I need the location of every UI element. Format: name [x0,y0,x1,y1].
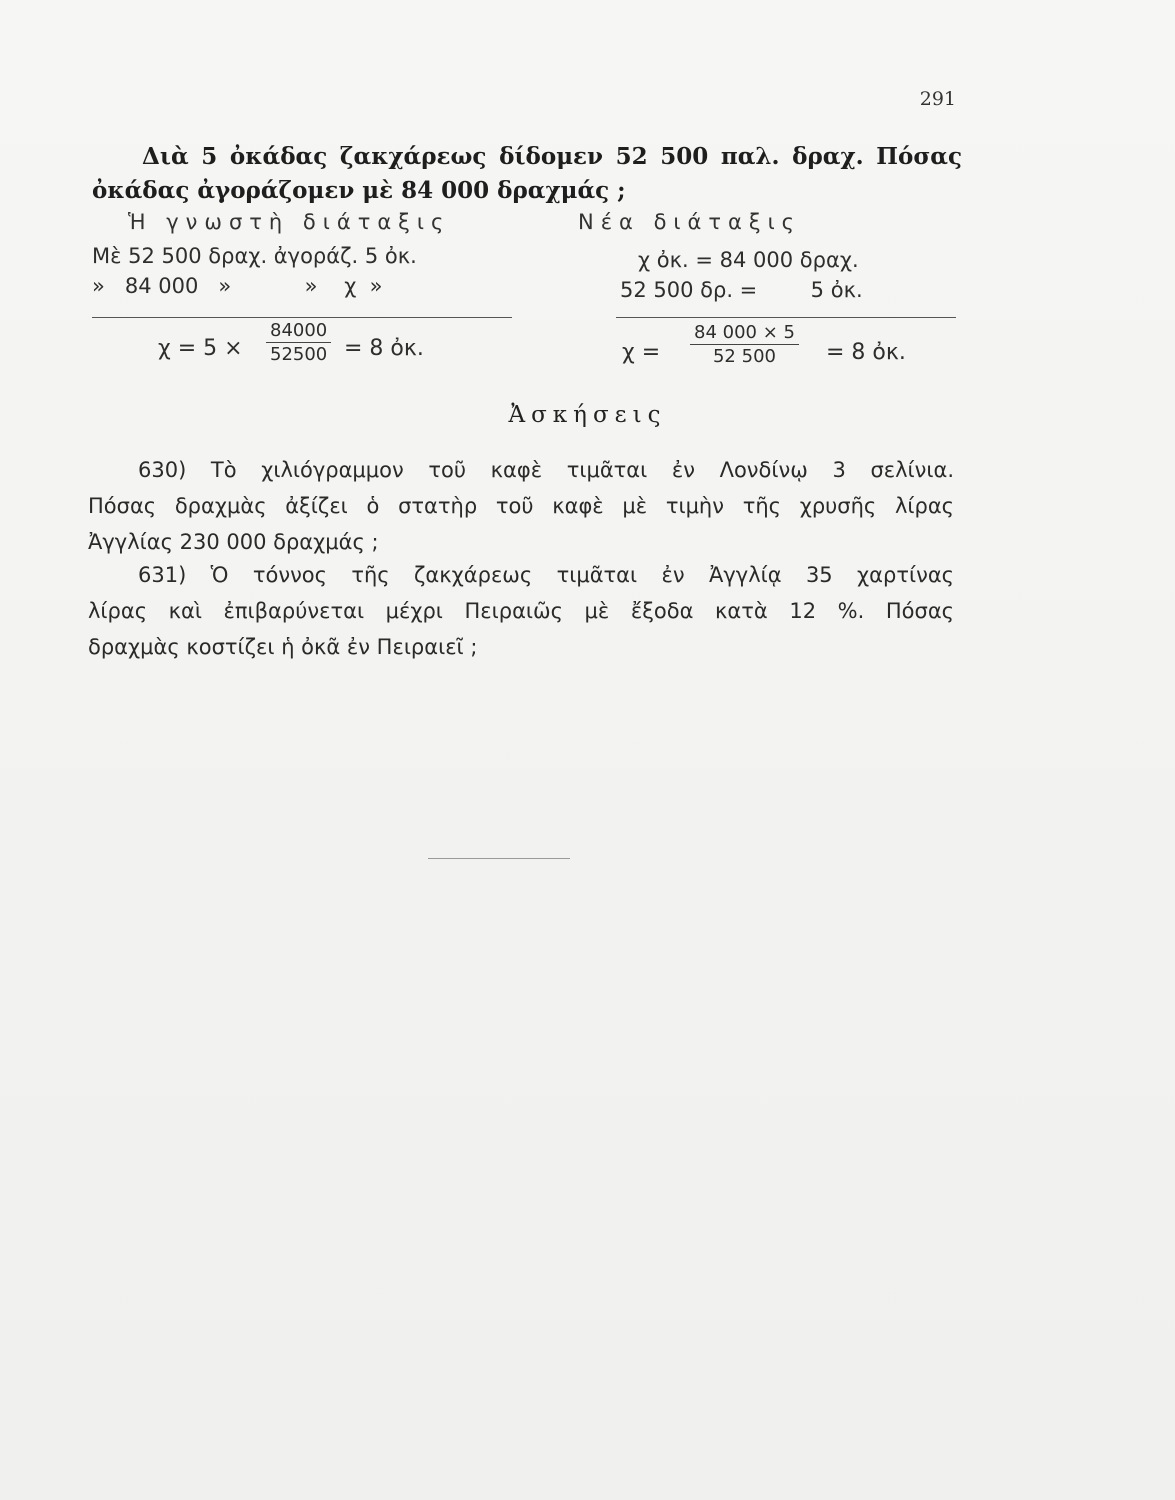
known-row-2: » 84 000 » » χ » [92,274,383,298]
new-row-1: χ ὀκ. = 84 000 δραχ. [638,248,859,272]
exercises-title: Ἀσκήσεις [508,402,667,428]
known-numerator: 84000 [270,320,328,341]
exercise-630-line-3: Ἀγγλίας 230 000 δραχμάς ; [88,530,379,554]
problem-line-1: Διὰ 5 ὀκάδας ζακχάρεως δίδομεν 52 500 παλ. δραχ. Πόσας [142,143,962,170]
known-denominator: 52500 [270,344,328,365]
known-row-1: Μὲ 52 500 δραχ. ἀγοράζ. 5 ὀκ. [92,244,417,268]
new-arrangement-heading: Νέα διάταξις [578,210,802,234]
new-numerator: 84 000 × 5 [694,322,795,343]
new-denominator: 52 500 [712,346,776,367]
exercise-630-line-1: 630) Τὸ χιλιόγραμμον τοῦ καφὲ τιμᾶται ἐν Λονδίνῳ 3 σελίνια. [138,458,954,482]
new-result-prefix: χ = [622,340,661,365]
known-rule [92,317,512,318]
new-row-2: 52 500 δρ. = 5 ὀκ. [620,278,863,302]
exercise-631-line-1: 631) Ὁ τόννος τῆς ζακχάρεως τιμᾶται ἐν Ἀγγλίᾳ 35 χαρτίνας [138,563,954,587]
new-fraction [690,322,799,367]
exercise-631-line-2: λίρας καὶ ἐπιβαρύνεται μέχρι Πειραιῶς μὲ ἔξοδα κατὰ 12 %. Πόσας [88,599,954,623]
new-rule [616,317,956,318]
new-result-suffix: = 8 ὀκ. [826,340,906,365]
section-divider [428,858,570,859]
new-fraction-bar [690,344,799,345]
known-arrangement-heading: Ἡ γνωστὴ διάταξις [128,210,451,234]
known-result-prefix: χ = 5 × [158,336,243,361]
problem-line-2: ὀκάδας ἀγοράζομεν μὲ 84 000 δραχμάς ; [92,177,626,204]
problem-statement [92,140,962,208]
known-result-suffix: = 8 ὀκ. [344,336,424,361]
exercise-631-line-3: δραχμὰς κοστίζει ἡ ὀκᾶ ἐν Πειραιεῖ ; [88,635,478,659]
exercise-630 [88,452,954,560]
exercise-630-line-2: Πόσας δραχμὰς ἀξίζει ὁ στατὴρ τοῦ καφὲ μὲ τιμὴν τῆς χρυσῆς λίρας [88,494,954,518]
known-fraction-bar [266,342,331,343]
known-fraction [266,320,331,365]
exercise-631 [88,557,954,665]
page-number: 291 [919,88,956,110]
